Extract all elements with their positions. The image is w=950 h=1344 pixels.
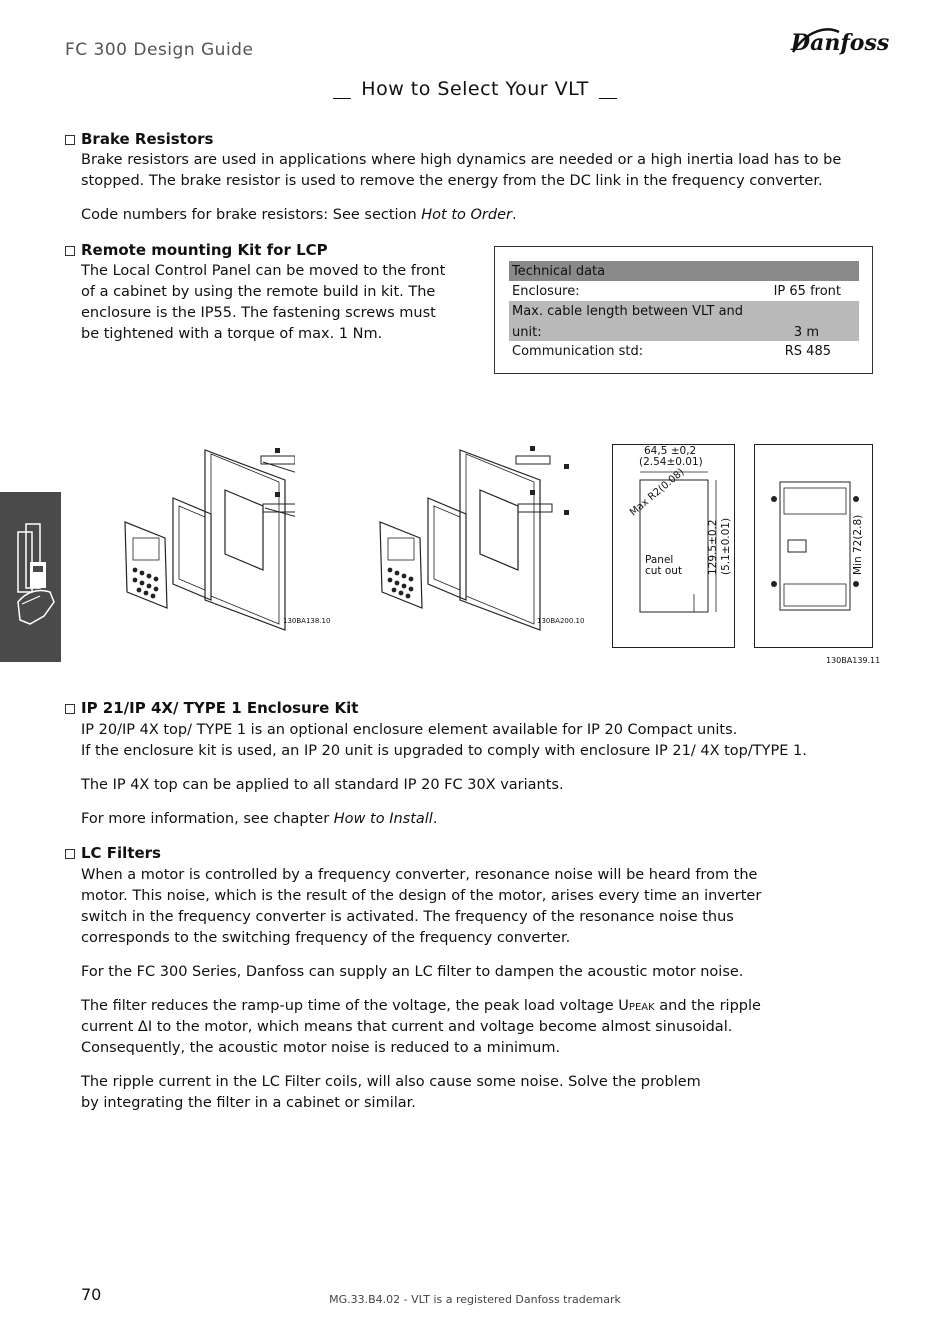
remote-kit-exploded-view-2 [370,440,580,635]
communication-row [509,341,859,361]
chapter-side-tab [0,492,61,662]
technical-data-table [494,246,873,374]
panel-cutout-label-1: Panel [645,554,674,566]
svg-text:Danfoss: Danfoss [791,30,890,56]
cable-length-row [509,301,859,341]
remote-kit-line1: The Local Control Panel can be moved to the front [81,263,446,279]
enclosure-value: IP 65 front [773,284,841,299]
figure-code-3: 130BA139.11 [826,656,881,665]
communication-value: RS 485 [784,344,831,359]
danfoss-logo [787,22,892,60]
brake-resistors-code-numbers: Code numbers for brake resistors: See section Hot to Order. [81,207,517,223]
checkbox-bullet [65,246,75,256]
brake-resistors-line1: Brake resistors are used in applications where high dynamics are needed or a high inertia load has to be [81,152,842,168]
dimension-height-in: (5.1±0.01) [720,517,732,575]
cable-length-label-line1: Max. cable length between VLT and [512,304,744,319]
dimension-height-mm: 129.5±0.2 [707,519,719,575]
page-number: 70 [81,1285,102,1304]
lc-filters-p1-line1: When a motor is controlled by a frequency converter, resonance noise will be heard from the [81,867,758,883]
lc-filters-p1-line3: switch in the frequency converter is activated. The frequency of the resonance noise thus [81,909,734,925]
enclosure-kit-line1: IP 20/IP 4X top/ TYPE 1 is an optional enclosure element available for IP 20 Compact units. [81,722,738,738]
dimension-radius: Max R2(0.08) [628,466,687,519]
footer-text: MG.33.B4.02 - VLT is a registered Danfoss trademark [329,1293,621,1306]
communication-label: Communication std: [512,344,644,359]
enclosure-kit-line3: The IP 4X top can be applied to all standard IP 20 FC 30X variants. [81,777,564,793]
checkbox-bullet [65,704,75,714]
lc-filters-p2: For the FC 300 Series, Danfoss can supply an LC filter to dampen the acoustic motor noise. [81,964,744,980]
lc-filters-p4-line2: by integrating the filter in a cabinet or similar. [81,1095,416,1111]
technical-data-title-row [509,261,859,281]
remote-kit-heading: Remote mounting Kit for LCP [81,241,328,259]
panel-cutout-label-2: cut out [645,565,683,577]
brake-resistors-heading: Brake Resistors [81,130,214,148]
technical-data-title: Technical data [512,264,606,279]
enclosure-kit-line2: If the enclosure kit is used, an IP 20 unit is upgraded to comply with enclosure IP 21/ 4X top/TYPE 1. [81,743,807,759]
cable-length-value: 3 m [793,325,819,340]
dimension-width-mm: 64,5 ±0,2 [644,445,697,457]
lc-filters-p3-line3: Consequently, the acoustic motor noise is reduced to a minimum. [81,1040,561,1056]
remote-kit-line2: of a cabinet by using the remote build in kit. The [81,284,436,300]
figure-code-1: 130BA138.10 [283,617,331,625]
mounting-screws-1 [290,440,330,540]
lc-filters-p3-line2: current ΔI to the motor, which means that current and voltage become almost sinusoidal. [81,1019,733,1035]
cable-length-label-line2: unit: [512,325,542,340]
figure-code-2: 130BA200.10 [537,617,585,625]
enclosure-label: Enclosure: [512,284,580,299]
remote-kit-line3: enclosure is the IP55. The fastening screws must [81,305,436,321]
document-title: FC 300 Design Guide [65,40,254,60]
lc-filters-p1-line4: corresponds to the switching frequency of the frequency converter. [81,930,571,946]
enclosure-kit-heading: IP 21/IP 4X/ TYPE 1 Enclosure Kit [81,699,359,717]
remote-kit-line4: be tightened with a torque of max. 1 Nm. [81,326,383,342]
lc-filters-p4-line1: The ripple current in the LC Filter coils, will also cause some noise. Solve the problem [81,1074,701,1090]
lc-filters-p1-line2: motor. This noise, which is the result of the design of the motor, arises every time an inverter [81,888,762,904]
lc-filters-heading: LC Filters [81,844,161,862]
checkbox-bullet [65,849,75,859]
dimension-width-in: (2.54±0.01) [639,456,703,468]
lc-filters-p3-line1: The filter reduces the ramp-up time of the voltage, the peak load voltage UPEAK and the ripple [81,998,761,1014]
hand-with-panel-icon [0,492,61,662]
remote-kit-exploded-view-1 [115,440,295,635]
enclosure-kit-line4: For more information, see chapter How to Install. [81,811,438,827]
dimension-min: Min 72(2.8) [852,514,864,575]
brake-resistors-line2: stopped. The brake resistor is used to remove the energy from the DC link in the frequency converter. [81,173,823,189]
section-heading: How to Select Your VLT [0,78,950,100]
checkbox-bullet [65,135,75,145]
enclosure-row [509,281,859,301]
